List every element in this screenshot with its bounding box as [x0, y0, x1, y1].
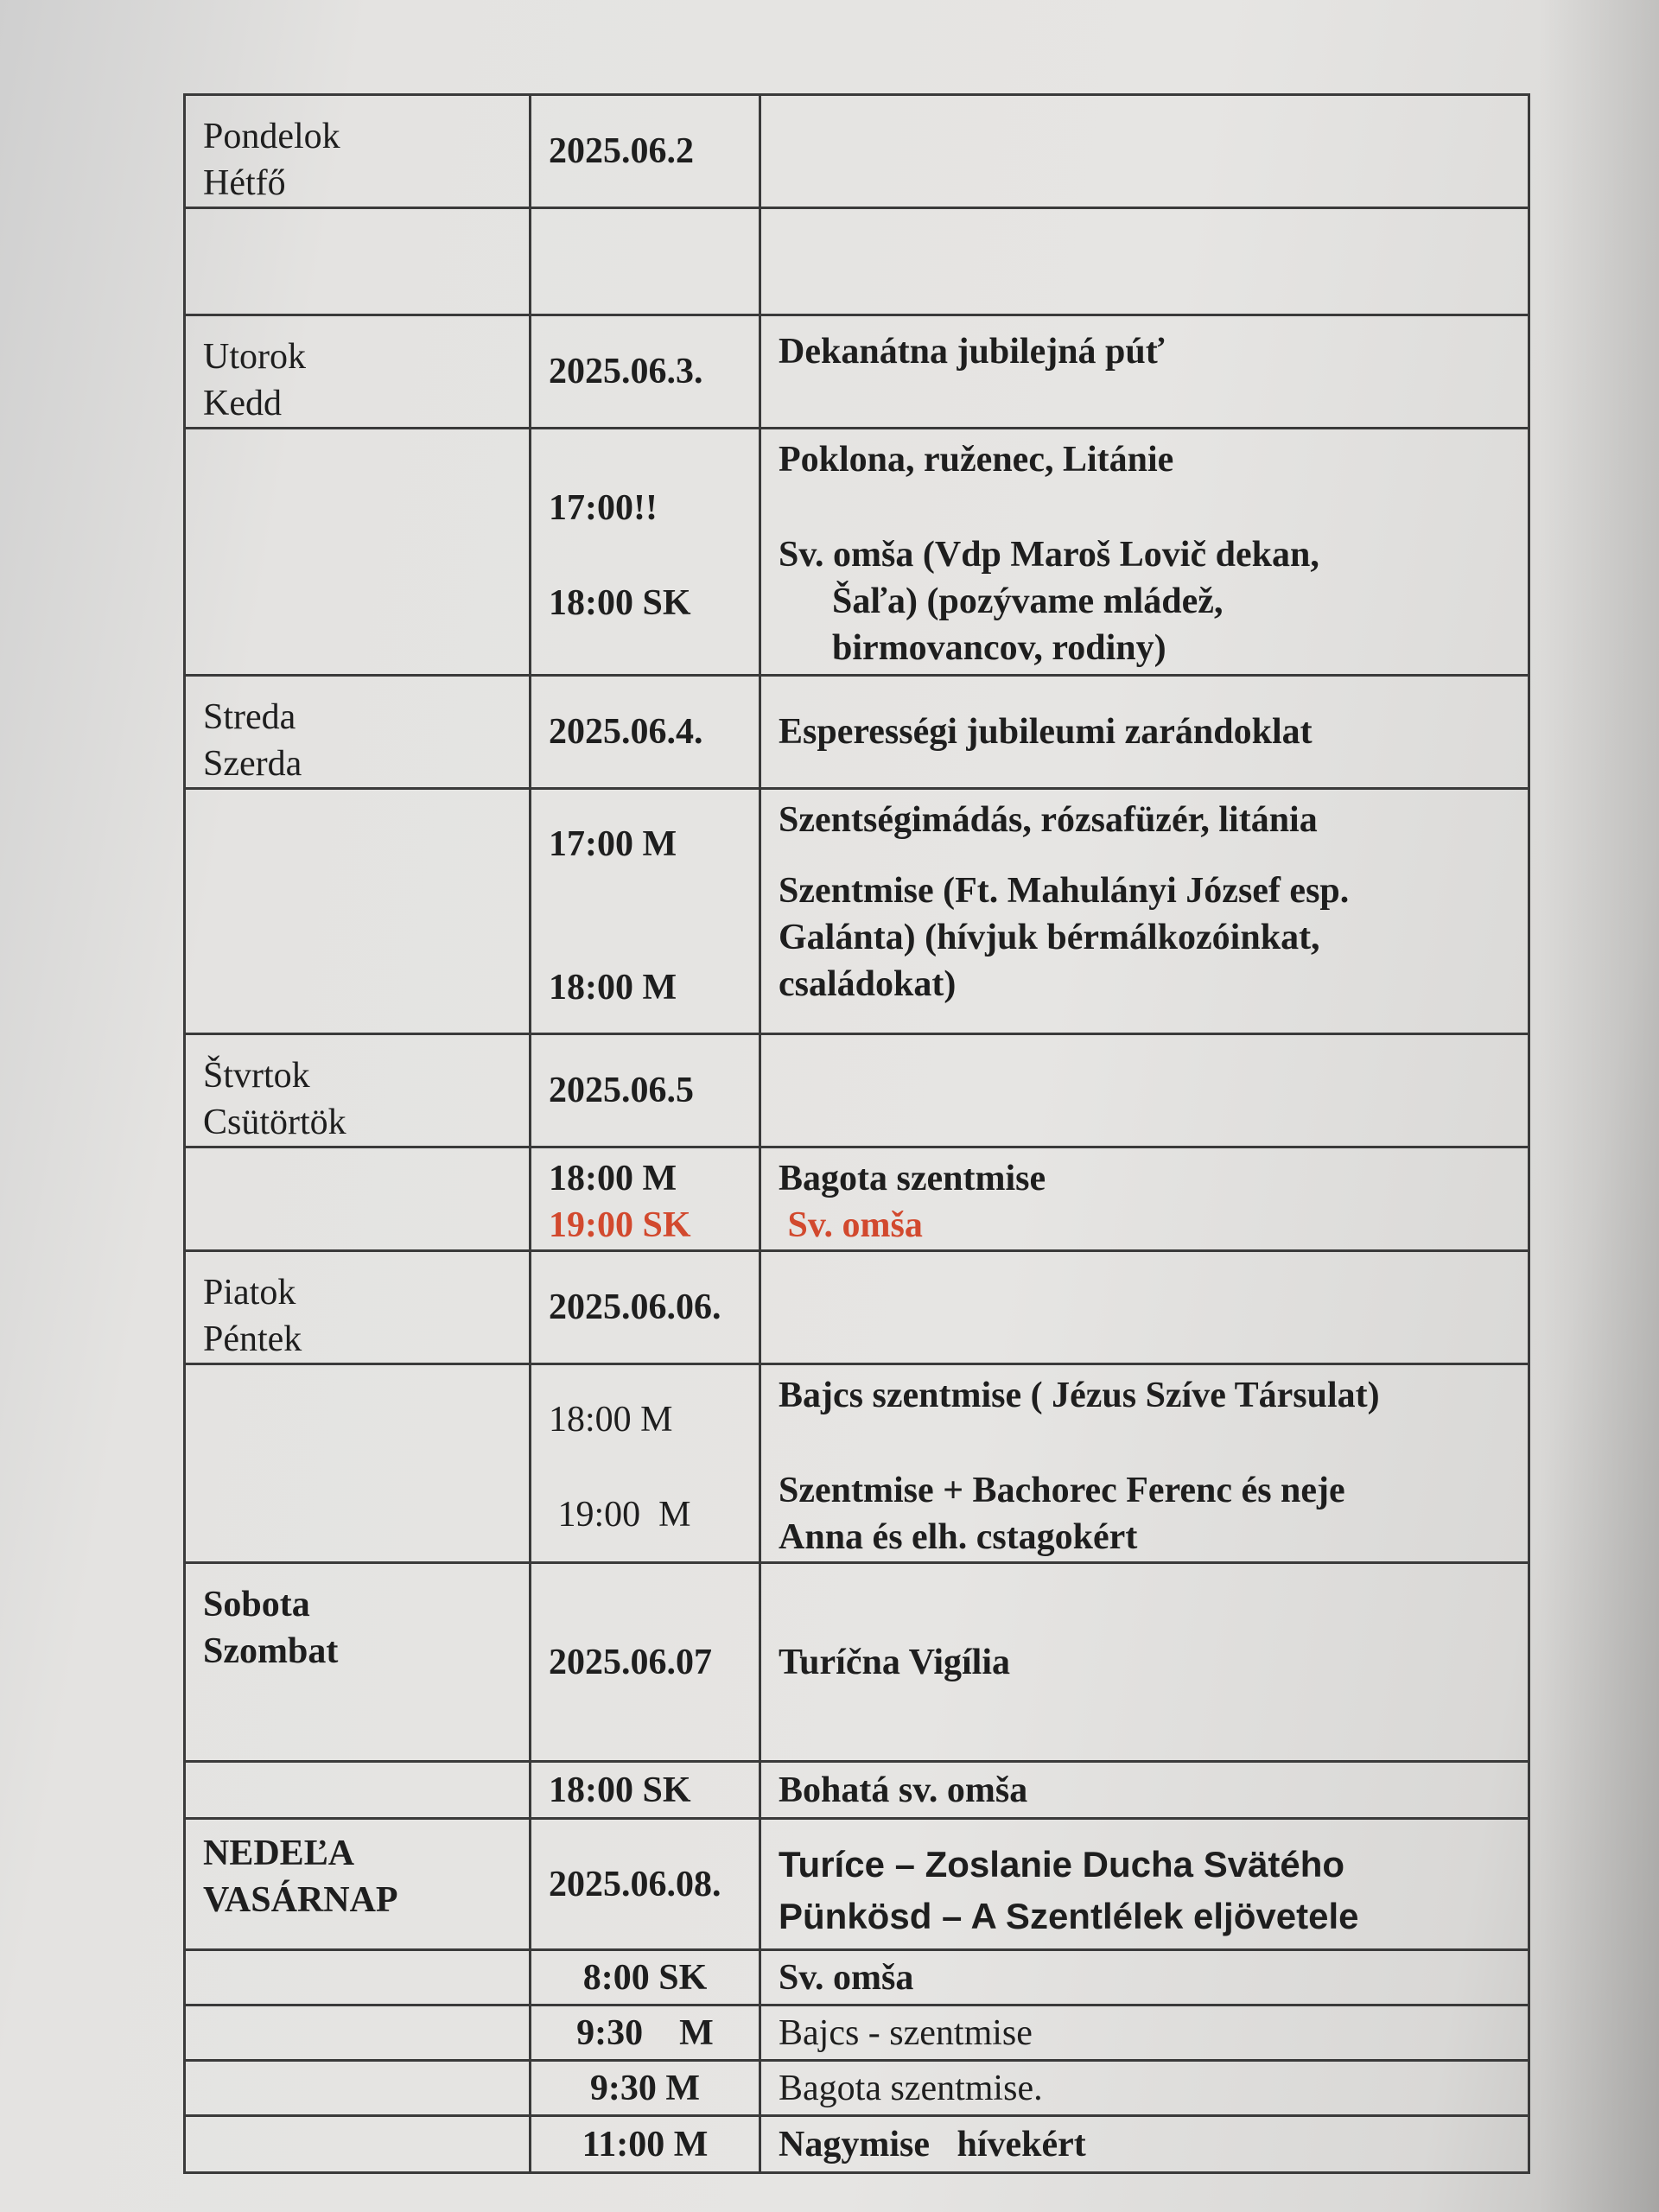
time-2: 19:00 M — [549, 1495, 691, 1535]
event-2-cont: birmovancov, rodiny) — [832, 628, 1166, 668]
day-name-hu: Hétfő — [203, 163, 286, 203]
day-name-sk: Štvrtok — [203, 1056, 310, 1096]
date-cell: 2025.06.07 — [531, 1563, 760, 1762]
time-2: 18:00 M — [549, 968, 677, 1007]
day-name-hu: VASÁRNAP — [203, 1880, 398, 1920]
empty-cell — [760, 208, 1529, 315]
empty-cell — [185, 789, 531, 1034]
table-row-monday-header — [185, 95, 1529, 208]
time-2: 19:00 SK — [549, 1205, 691, 1245]
time-cell: 8:00 SK — [531, 1950, 760, 2005]
table-row-saturday-header — [185, 1563, 1529, 1762]
day-name-hu: Péntek — [203, 1319, 302, 1359]
empty-cell — [185, 2116, 531, 2173]
event-cell: Sv. omša — [760, 1950, 1529, 2005]
day-name-hu: Szombat — [203, 1631, 339, 1671]
day-cell-thursday — [185, 1034, 531, 1147]
date-cell: 2025.06.06. — [531, 1251, 760, 1364]
table-row-friday-events — [185, 1364, 1529, 1563]
time-1: 17:00 M — [549, 824, 677, 864]
time-cell — [531, 429, 760, 676]
table-row-friday-header — [185, 1251, 1529, 1364]
event-2-cont: Galánta) (hívjuk bérmálkozóinkat, — [779, 918, 1320, 957]
event-2: Sv. omša (Vdp Maroš Lovič dekan, — [779, 535, 1319, 575]
event-cell: Bagota szentmise. — [760, 2061, 1529, 2116]
event-2-cont: családokat) — [779, 964, 957, 1004]
date-cell: 2025.06.3. — [531, 315, 760, 429]
empty-cell — [185, 1147, 531, 1251]
empty-cell — [185, 1762, 531, 1819]
day-name-sk: Streda — [203, 697, 296, 737]
event-cell: Nagymise hívekért — [760, 2116, 1529, 2173]
event-title: Turíčna Vigília — [760, 1563, 1529, 1762]
time-1: 17:00!! — [549, 488, 658, 528]
time-cell — [531, 1147, 760, 1251]
table-row-saturday-events — [185, 1762, 1529, 1819]
time-cell: 11:00 M — [531, 2116, 760, 2173]
date-cell: 2025.06.5 — [531, 1034, 760, 1147]
table-row-sunday-event-3 — [185, 2061, 1529, 2116]
event-1: Bagota szentmise — [779, 1159, 1046, 1198]
date-cell: 2025.06.2 — [531, 95, 760, 208]
event-1: Szentségimádás, rózsafüzér, litánia — [779, 800, 1318, 840]
schedule-table — [183, 93, 1530, 2174]
empty-cell — [185, 2005, 531, 2061]
event-cell — [760, 789, 1529, 1034]
day-name-hu: Kedd — [203, 384, 282, 423]
event-cell — [760, 1034, 1529, 1147]
table-row-thursday-events — [185, 1147, 1529, 1251]
day-cell-tuesday — [185, 315, 531, 429]
time-1: 18:00 M — [549, 1400, 673, 1440]
page-shadow — [1538, 0, 1659, 2212]
day-name-sk: NEDEĽA — [203, 1834, 355, 1873]
table-row-wednesday-events — [185, 789, 1529, 1034]
day-name-sk: Sobota — [203, 1585, 310, 1624]
event-title-hu: Pünkösd – A Szentlélek eljövetele — [779, 1896, 1359, 1936]
table-row-sunday-event-4 — [185, 2116, 1529, 2173]
day-cell-friday — [185, 1251, 531, 1364]
event-title-sk: Turíce – Zoslanie Ducha Svätého — [779, 1844, 1345, 1885]
table-row-thursday-header — [185, 1034, 1529, 1147]
event-cell — [760, 429, 1529, 676]
table-row-sunday-event-2 — [185, 2005, 1529, 2061]
event-cell — [760, 1251, 1529, 1364]
event-2-cont: Anna és elh. cstagokért — [779, 1517, 1138, 1557]
day-name-hu: Csütörtök — [203, 1103, 346, 1142]
time-cell — [531, 789, 760, 1034]
empty-cell — [185, 1364, 531, 1563]
event-2: Sv. omša — [779, 1205, 923, 1245]
day-cell-saturday — [185, 1563, 531, 1762]
event-2: Szentmise (Ft. Mahulányi József esp. — [779, 871, 1350, 911]
table-row-wednesday-header — [185, 676, 1529, 789]
day-cell-monday — [185, 95, 531, 208]
date-cell: 2025.06.4. — [531, 676, 760, 789]
time-cell: 18:00 SK — [531, 1762, 760, 1819]
time-cell: 9:30 M — [531, 2061, 760, 2116]
table-row-tuesday-events — [185, 429, 1529, 676]
table-row-tuesday-header — [185, 315, 1529, 429]
event-title — [760, 1819, 1529, 1950]
time-2: 18:00 SK — [549, 583, 691, 623]
day-name-hu: Szerda — [203, 744, 302, 784]
table-row-monday-events — [185, 208, 1529, 315]
empty-cell — [185, 2061, 531, 2116]
event-cell — [760, 95, 1529, 208]
date-cell: 2025.06.08. — [531, 1819, 760, 1950]
empty-cell — [185, 208, 531, 315]
event-2: Szentmise + Bachorec Ferenc és neje — [779, 1471, 1345, 1510]
event-cell — [760, 1147, 1529, 1251]
event-1: Bajcs szentmise ( Jézus Szíve Társulat) — [779, 1376, 1380, 1415]
event-title: Esperességi jubileumi zarándoklat — [760, 676, 1529, 789]
event-title: Dekanátna jubilejná púť — [760, 315, 1529, 429]
time-cell — [531, 1364, 760, 1563]
time-cell: 9:30 M — [531, 2005, 760, 2061]
empty-cell — [185, 1950, 531, 2005]
empty-cell — [185, 429, 531, 676]
day-cell-sunday — [185, 1819, 531, 1950]
empty-cell — [531, 208, 760, 315]
table-row-sunday-header — [185, 1819, 1529, 1950]
time-1: 18:00 M — [549, 1159, 677, 1198]
event-cell: Bohatá sv. omša — [760, 1762, 1529, 1819]
day-cell-wednesday — [185, 676, 531, 789]
day-name-sk: Pondelok — [203, 117, 340, 156]
event-cell: Bajcs - szentmise — [760, 2005, 1529, 2061]
table-row-sunday-event-1 — [185, 1950, 1529, 2005]
day-name-sk: Piatok — [203, 1273, 296, 1313]
event-2-cont: Šaľa) (pozývame mládež, — [832, 582, 1224, 621]
event-cell — [760, 1364, 1529, 1563]
event-1: Poklona, ruženec, Litánie — [779, 440, 1174, 480]
day-name-sk: Utorok — [203, 337, 306, 377]
